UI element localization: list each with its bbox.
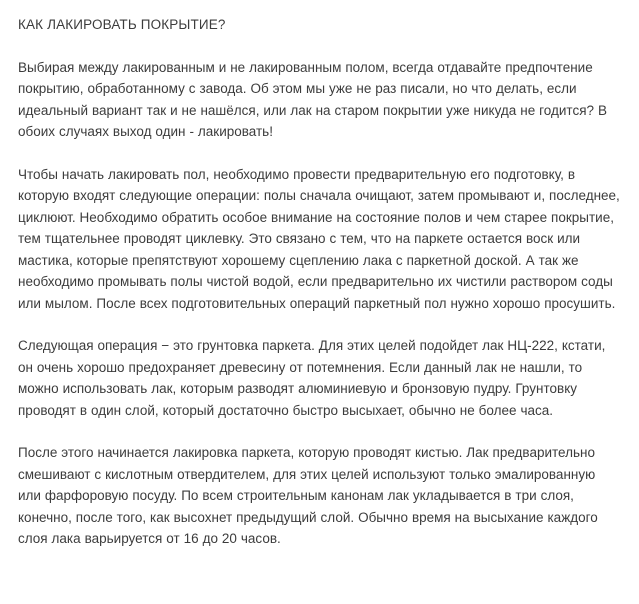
page-title: КАК ЛАКИРОВАТЬ ПОКРЫТИЕ? (18, 17, 226, 32)
article-paragraph: После этого начинается лакировка паркета, которую проводят кистью. Лак предварительно смешивают с кислотным отвердителем, для этих целей используют только эмалированную или фарфоровую посуду. По всем строительным канонам лак укладывается в три слоя, конечно, после того, как высохнет предыдущий слой. Обычно время на высыхание каждого слоя лака варьируется от 16 до 20 часов. (18, 445, 598, 547)
article-paragraph: Следующая операция − это грунтовка паркета. Для этих целей подойдет лак НЦ-222, кстати, он очень хорошо предохраняет древесину от потемнения. Если данный лак не нашли, то можно использовать лак, которым разводят алюминиевую и бронзовую пудру. Грунтовку проводят в один слой, который достаточно быстро высыхает, обычно не более часа. (18, 338, 606, 418)
article-paragraph: Чтобы начать лакировать пол, необходимо провести предварительную его подготовку, в которую входят следующие операции: полы сначала очищают, затем промывают и, последнее, циклюют. Необходимо обратить особое внимание на состояние полов и чем старее покрытие, тем тщательнее проводят циклевку. Это связано с тем, что на паркете остается воск или мастика, которые препятствуют хорошему сцеплению лака с паркетной доской. А так же необходимо промывать полы чистой водой, если предварительно их чистили раствором соды или мылом. После всех подготовительных операций паркетный пол нужно хорошо просушить. (18, 166, 620, 311)
article-paragraph: Выбирая между лакированным и не лакированным полом, всегда отдавайте предпочтение покрытию, обработанному с завода. Об этом мы уже не раз писали, но что делать, если идеальный вариант так и не нашёлся, или лак на старом покрытии уже никуда не годится? В обоих случаях выход один - лакировать! (18, 59, 607, 140)
